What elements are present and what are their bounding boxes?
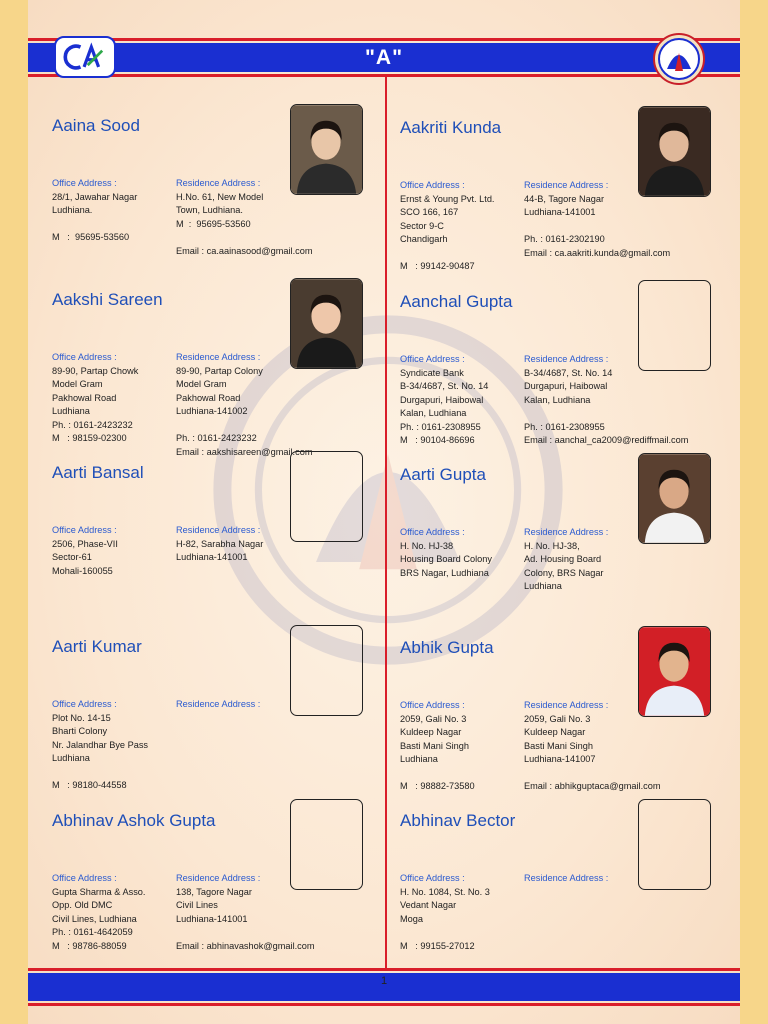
residence-address-label: Residence Address :	[176, 525, 261, 535]
member-photo	[290, 278, 363, 369]
photo-placeholder	[290, 451, 363, 542]
member-photo	[290, 104, 363, 195]
office-address-block	[52, 150, 174, 258]
office-address-text: 89-90, Partap Chowk Model Gram Pakhowal Road Ludhiana Ph. : 0161-2423232 M : 98159-02300	[52, 365, 139, 443]
office-address-label: Office Address :	[52, 873, 117, 883]
person-portrait-icon	[291, 279, 362, 368]
office-address-label: Office Address :	[400, 354, 465, 364]
residence-address-label: Residence Address :	[176, 873, 261, 883]
member-photo	[638, 106, 711, 197]
member-name: Aanchal Gupta	[400, 292, 513, 311]
member-entry	[52, 116, 382, 276]
member-photo	[638, 453, 711, 544]
office-address-text: 2059, Gali No. 3 Kuldeep Nagar Basti Mani Singh Ludhiana M : 98882-73580	[400, 713, 475, 791]
person-portrait-icon	[639, 107, 710, 196]
member-entry	[400, 811, 730, 971]
office-address-label: Office Address :	[52, 352, 117, 362]
member-name: Aarti Bansal	[52, 463, 144, 482]
member-name: Aaina Sood	[52, 116, 140, 135]
member-entry	[52, 463, 382, 623]
residence-address-label: Residence Address :	[524, 700, 609, 710]
office-address-block	[400, 672, 522, 807]
member-entry	[52, 811, 382, 971]
residence-address-label: Residence Address :	[176, 352, 261, 362]
office-address-block	[52, 324, 174, 459]
member-name: Aarti Gupta	[400, 465, 486, 484]
member-name: Abhinav Ashok Gupta	[52, 811, 216, 830]
footer-red-stripe-bottom	[28, 1003, 740, 1006]
header-red-stripe	[28, 38, 740, 41]
person-portrait-icon	[639, 454, 710, 543]
member-name: Aakriti Kunda	[400, 118, 502, 137]
residence-address-text: B-34/4687, St. No. 14 Durgapuri, Haibowal Kalan, Ludhiana Ph. : 0161-2308955 Email : aanchal_ca2009@rediffmail.com	[524, 367, 689, 445]
residence-address-text: 89-90, Partap Colony Model Gram Pakhowal Road Ludhiana-141002 Ph. : 0161-2423232 Email : aakshisareen@gmail.com	[176, 365, 313, 457]
residence-address-text: H. No. HJ-38, Ad. Housing Board Colony, BRS Nagar Ludhiana	[524, 540, 604, 591]
photo-placeholder	[290, 799, 363, 890]
person-portrait-icon	[291, 105, 362, 194]
member-name: Aarti Kumar	[52, 637, 142, 656]
residence-address-label: Residence Address :	[176, 178, 261, 188]
office-address-block	[52, 671, 174, 806]
residence-address-text: 44-B, Tagore Nagar Ludhiana-141001 Ph. : 0161-2302190 Email : ca.aakriti.kunda@gmail.com	[524, 193, 671, 258]
office-address-label: Office Address :	[52, 699, 117, 709]
directory-page	[28, 0, 740, 1024]
office-address-label: Office Address :	[400, 700, 465, 710]
office-address-label: Office Address :	[52, 525, 117, 535]
photo-placeholder	[638, 280, 711, 371]
column-divider	[385, 77, 387, 969]
office-address-block	[52, 845, 174, 967]
office-address-block	[400, 152, 522, 287]
residence-address-label: Residence Address :	[176, 699, 261, 709]
footer-red-stripe	[28, 968, 740, 971]
residence-address-label: Residence Address :	[524, 354, 609, 364]
icai-emblem-icon	[653, 33, 705, 85]
office-address-block	[400, 845, 522, 967]
member-entry	[400, 292, 730, 452]
residence-address-text: H-82, Sarabha Nagar Ludhiana-141001	[176, 538, 264, 562]
office-address-text: 2506, Phase-VII Sector-61 Mohali-160055	[52, 538, 118, 576]
photo-placeholder	[290, 625, 363, 716]
section-letter-title: "A"	[364, 46, 404, 69]
office-address-block	[52, 497, 174, 592]
office-address-text: H. No. 1084, St. No. 3 Vedant Nagar Moga M : 99155-27012	[400, 886, 490, 951]
office-address-text: H. No. HJ-38 Housing Board Colony BRS Nagar, Ludhiana	[400, 540, 492, 578]
office-address-label: Office Address :	[52, 178, 117, 188]
member-name: Aakshi Sareen	[52, 290, 163, 309]
member-name: Abhik Gupta	[400, 638, 494, 657]
residence-address-text: 2059, Gali No. 3 Kuldeep Nagar Basti Mani Singh Ludhiana-141007 Email : abhikguptaca@gmail.com	[524, 713, 661, 791]
office-address-block	[400, 326, 522, 461]
office-address-text: Syndicate Bank B-34/4687, St. No. 14 Durgapuri, Haibowal Kalan, Ludhiana Ph. : 0161-2308955 M : 90104-86696	[400, 367, 489, 445]
photo-placeholder	[638, 799, 711, 890]
member-entry	[400, 118, 730, 278]
member-photo	[638, 626, 711, 717]
person-portrait-icon	[639, 627, 710, 716]
office-address-label: Office Address :	[400, 527, 465, 537]
residence-address-label: Residence Address :	[524, 527, 609, 537]
office-address-text: Ernst & Young Pvt. Ltd. SCO 166, 167 Sector 9-C Chandigarh M : 99142-90487	[400, 193, 495, 271]
member-entry	[52, 637, 382, 797]
office-address-label: Office Address :	[400, 873, 465, 883]
header-red-stripe-bottom	[28, 74, 740, 77]
residence-address-text: H.No. 61, New Model Town, Ludhiana. M : 95695-53560 Email : ca.aainasood@gmail.com	[176, 191, 313, 256]
office-address-text: Plot No. 14-15 Bharti Colony Nr. Jalandhar Bye Pass Ludhiana M : 98180-44558	[52, 712, 149, 790]
office-address-label: Office Address :	[400, 180, 465, 190]
office-address-text: Gupta Sharma & Asso. Opp. Old DMC Civil Lines, Ludhiana Ph. : 0161-4642059 M : 98786-88059	[52, 886, 146, 951]
residence-address-label: Residence Address :	[524, 180, 609, 190]
office-address-block	[400, 499, 522, 594]
member-entry	[400, 638, 730, 798]
member-name: Abhinav Bector	[400, 811, 516, 830]
member-entry	[400, 465, 730, 625]
office-address-text: 28/1, Jawahar Nagar Ludhiana. M : 95695-53560	[52, 191, 138, 242]
residence-address-label: Residence Address :	[524, 873, 609, 883]
member-entry	[52, 290, 382, 457]
residence-address-text: 138, Tagore Nagar Civil Lines Ludhiana-141001 Email : abhinavashok@gmail.com	[176, 886, 315, 951]
page-number: 1	[380, 975, 388, 987]
ca-logo-icon	[54, 36, 116, 78]
